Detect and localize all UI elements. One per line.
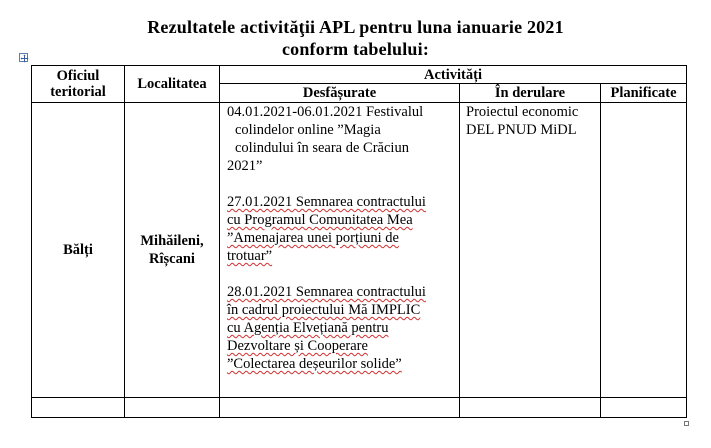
activity-line: cu Programul Comunitatea Mea: [227, 212, 413, 228]
cell-localitatea: [125, 103, 220, 398]
activity-line: 04.01.2021-06.01.2021 Festivalul: [227, 104, 424, 120]
activities-table: [31, 65, 687, 418]
activity-item: [227, 283, 455, 373]
cell-in-derulare: [460, 103, 601, 398]
activity-line: colindelor online ”Magia: [235, 122, 381, 138]
activity-item: [227, 103, 455, 175]
activity-line: 28.01.2021 Semnarea contractului: [227, 284, 426, 300]
activity-line: 27.01.2021 Semnarea contractului: [227, 194, 426, 210]
header-activitati: Activități: [220, 66, 687, 84]
header-localitatea: Localitatea: [125, 66, 220, 103]
empty-cell: [220, 398, 460, 418]
activity-line: în cadrul proiectului Mă IMPLIC: [227, 302, 421, 318]
title-line-2: conform tabelului:: [281, 39, 430, 59]
header-oficiul: Oficiul teritorial: [32, 66, 125, 103]
header-desfasurate: Desfășurate: [220, 84, 460, 103]
activity-item: [227, 193, 455, 265]
activity-line: trotuar”: [227, 248, 273, 264]
cell-planificate: [601, 103, 687, 398]
in-derulare-line: Proiectul economic: [466, 104, 579, 120]
localitatea-text: Mihăileni, Rîșcani: [140, 233, 204, 267]
empty-cell: [601, 398, 687, 418]
activity-line: ”Colectarea deșeurilor solide”: [227, 356, 402, 372]
activity-line: ”Amenajarea unei porțiuni de: [227, 230, 399, 246]
activity-line: 2021”: [227, 158, 263, 174]
activity-line: cu Agenția Elvețiană pentru: [227, 320, 389, 336]
header-in-derulare: În derulare: [460, 84, 601, 103]
cell-oficiul: Bălți: [32, 103, 125, 398]
activity-line: colindului în seara de Crăciun: [235, 140, 409, 156]
activity-line: Dezvoltare și Cooperare: [227, 338, 368, 354]
empty-cell: [125, 398, 220, 418]
title-line-1: Rezultatele activităţii APL pentru luna ianuarie 2021: [147, 17, 564, 37]
empty-cell: [32, 398, 125, 418]
header-planificate: Planificate: [601, 84, 687, 103]
empty-cell: [460, 398, 601, 418]
in-derulare-line: DEL PNUD MiDL: [466, 122, 577, 138]
table-move-handle-icon[interactable]: [19, 53, 28, 62]
table-resize-handle[interactable]: [684, 421, 689, 426]
document-title: [0, 16, 711, 60]
cell-desfasurate: [220, 103, 460, 398]
